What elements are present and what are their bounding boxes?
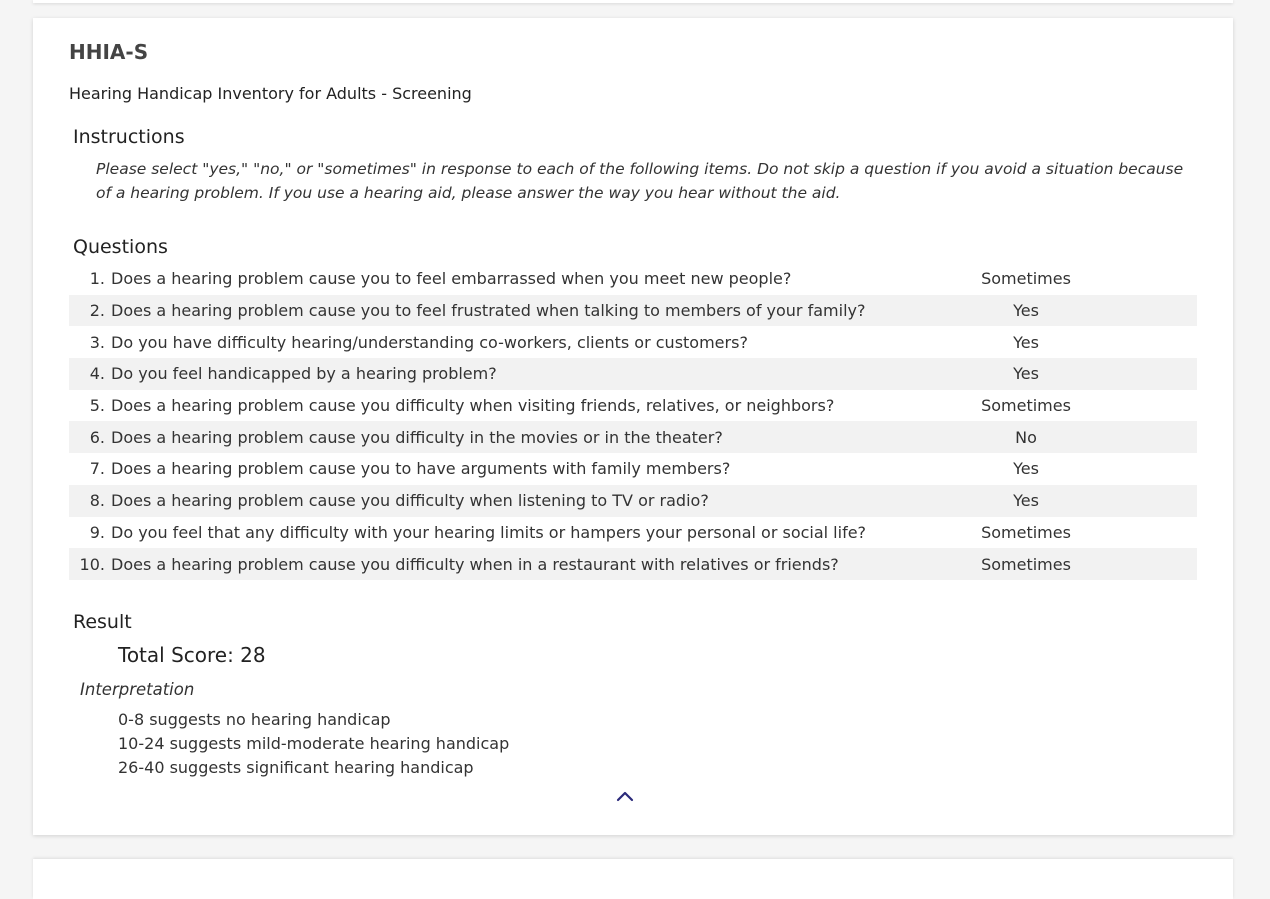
question-row: [69, 326, 1197, 358]
question-text: Does a hearing problem cause you to feel frustrated when talking to members of your family?: [111, 301, 866, 321]
question-text: Does a hearing problem cause you to feel embarrassed when you meet new people?: [111, 269, 792, 289]
question-number: 10.: [79, 554, 105, 574]
question-number: 7.: [89, 459, 105, 479]
question-text: Do you feel handicapped by a hearing problem?: [111, 364, 497, 384]
question-number: 6.: [89, 427, 105, 447]
question-row: [69, 295, 1197, 327]
next-card-edge: [33, 859, 1233, 899]
question-text: Does a hearing problem cause you difficulty when listening to TV or radio?: [111, 491, 709, 511]
question-number: 8.: [89, 491, 105, 511]
chevron-up-icon: [616, 790, 634, 802]
question-text: Do you have difficulty hearing/understanding co-workers, clients or customers?: [111, 332, 748, 352]
question-text: Do you feel that any difficulty with your hearing limits or hampers your personal or social life?: [111, 522, 867, 542]
question-row: [69, 453, 1197, 485]
instructions-text: Please select "yes," "no," or "sometimes" in response to each of the following items. Do not skip a question if you avoid a situation because of a hearing problem. If you use a hearing aid, please answer the way you hear without the aid.: [96, 160, 1184, 202]
question-text: Does a hearing problem cause you difficulty when in a restaurant with relatives or friends?: [111, 554, 839, 574]
question-row: [69, 548, 1197, 580]
question-text: Does a hearing problem cause you to have arguments with family members?: [111, 459, 731, 479]
previous-card-edge: [33, 0, 1233, 3]
question-answer: Sometimes: [981, 522, 1071, 542]
question-row: [69, 517, 1197, 549]
question-row: [69, 485, 1197, 517]
question-number: 1.: [89, 269, 105, 289]
question-answer: Sometimes: [981, 396, 1071, 416]
question-row: [69, 263, 1197, 295]
interpretation-item: 0-8 suggests no hearing handicap: [118, 710, 391, 729]
question-answer: Sometimes: [981, 269, 1071, 289]
question-row: [69, 358, 1197, 390]
interpretation-item: 26-40 suggests significant hearing handicap: [118, 758, 474, 777]
question-row: [69, 390, 1197, 422]
question-row: [69, 421, 1197, 453]
result-heading: Result: [73, 611, 132, 633]
question-answer: Sometimes: [981, 554, 1071, 574]
question-answer: Yes: [1013, 301, 1039, 321]
question-answer: No: [1015, 427, 1037, 447]
interpretation-list: [118, 708, 509, 780]
total-score: Total Score: 28: [118, 643, 266, 667]
question-number: 5.: [89, 396, 105, 416]
form-subtitle: Hearing Handicap Inventory for Adults - Screening: [69, 84, 472, 103]
hhias-card: [33, 18, 1233, 835]
question-answer: Yes: [1013, 491, 1039, 511]
questions-heading: Questions: [73, 236, 168, 258]
interpretation-label: Interpretation: [80, 680, 195, 699]
question-text: Does a hearing problem cause you difficulty in the movies or in the theater?: [111, 427, 723, 447]
question-number: 2.: [89, 301, 105, 321]
questions-list: [69, 263, 1197, 580]
question-number: 4.: [89, 364, 105, 384]
collapse-button[interactable]: [613, 786, 637, 806]
question-answer: Yes: [1013, 364, 1039, 384]
instructions-heading: Instructions: [73, 126, 185, 148]
interpretation-item: 10-24 suggests mild-moderate hearing handicap: [118, 734, 510, 753]
question-answer: Yes: [1013, 459, 1039, 479]
form-title: HHIA-S: [69, 40, 149, 64]
question-number: 9.: [89, 522, 105, 542]
question-text: Does a hearing problem cause you difficulty when visiting friends, relatives, or neighbors?: [111, 396, 835, 416]
question-number: 3.: [89, 332, 105, 352]
question-answer: Yes: [1013, 332, 1039, 352]
